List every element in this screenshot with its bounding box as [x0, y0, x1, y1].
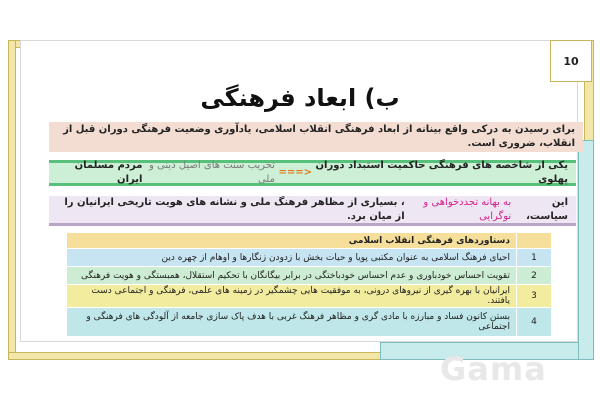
table-header-row — [67, 233, 552, 249]
row-text: ایرانیان با بهره گیری از نیروهای درونی، به موفقیت هایی چشمگیر در زمینه های علمی، فرهنگی و اجتماعی دست یافتند. — [67, 285, 517, 308]
indicator-arrow: <=== — [278, 167, 312, 178]
intro-text: برای رسیدن به درکی واقع بینانه از ابعاد فرهنگی انقلاب اسلامی، یادآوری وضعیت فرهنگی دوران قبل از انقلاب، ضروری است. — [49, 122, 583, 152]
policy-prefix: این سیاست، — [526, 196, 568, 222]
page-number: 10 — [550, 40, 592, 82]
frame-strip-bottom — [8, 352, 382, 360]
achievements-table — [66, 232, 552, 337]
slide-title: ب) ابعاد فرهنگی — [200, 84, 400, 112]
row-number: 1 — [517, 249, 552, 267]
table-row — [67, 285, 552, 308]
table-row — [67, 249, 552, 267]
table-header-num — [517, 233, 552, 249]
frame-strip-right — [578, 140, 594, 360]
row-text: بستن کانون فساد و مبارزه با مادی گری و مظاهر فرهنگ غربی با هدف پاک سازی جامعه از آلودگی های فرهنگی و اجتماعی — [67, 308, 517, 337]
policy-suffix: ، بسیاری از مظاهر فرهنگ ملی و نشانه های هویت تاریخی ایرانیان را از میان برد. — [64, 196, 405, 222]
row-text: احیای فرهنگ اسلامی به عنوان مکتبی پویا و حیات بخش با زدودن زنگارها و اوهام از چهره دین — [67, 249, 517, 267]
table-row — [67, 308, 552, 337]
row-number: 2 — [517, 267, 552, 285]
policy-highlight: به بهانه تجددخواهی و نوگرایی — [423, 196, 512, 222]
table-heading: دستاوردهای فرهنگی انقلاب اسلامی — [67, 233, 517, 249]
row-text: تقویت احساس خودباوری و عدم احساس خودباختگی در برابر بیگانگان با تحکیم استقلال، همبستگی و هویت فرهنگی — [67, 267, 517, 285]
row-number: 4 — [517, 308, 552, 337]
row-number: 3 — [517, 285, 552, 308]
table-row — [67, 267, 552, 285]
indicator-suffix: مردم مسلمان ایران — [74, 160, 143, 185]
indicator-prefix: یکی از شاخصه های فرهنگی حاکمیت استبداد دوران پهلوی — [315, 160, 568, 185]
watermark-logo: Gama — [440, 350, 547, 388]
indicator-block — [49, 160, 576, 186]
policy-block — [49, 196, 576, 226]
indicator-highlight: تخریب سنت های اصیل دینی و ملی — [149, 160, 275, 185]
